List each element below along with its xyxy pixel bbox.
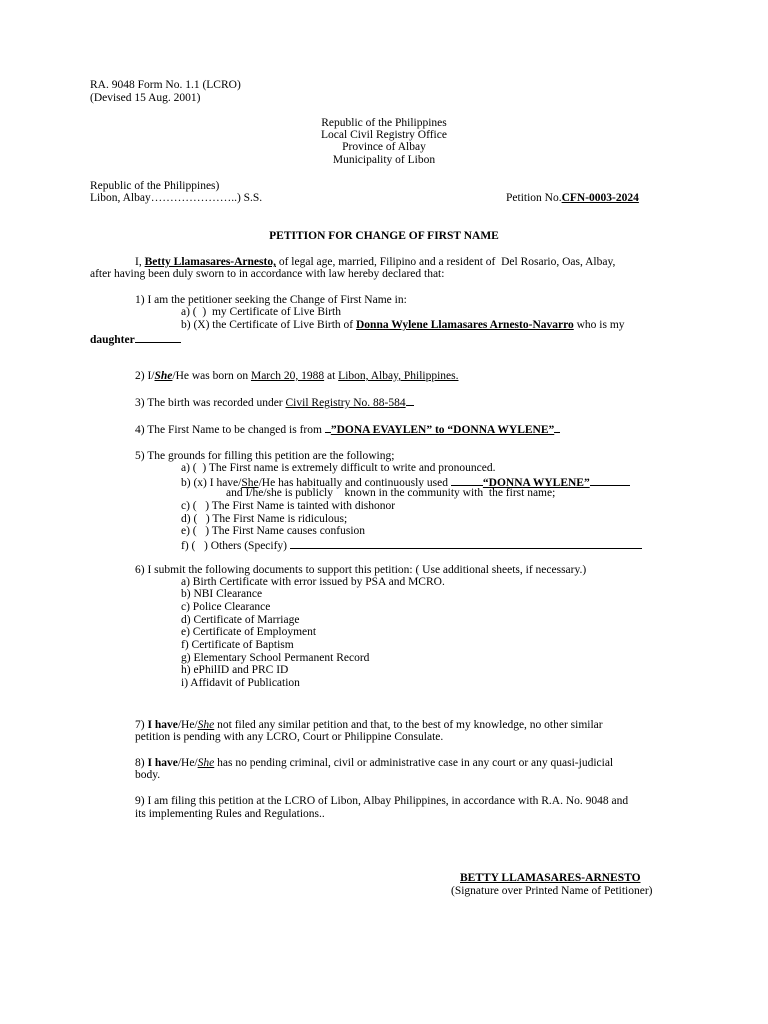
venue-republic: Republic of the Philippines) (90, 180, 220, 192)
form-number: RA. 9048 Form No. 1.1 (LCRO) (90, 79, 241, 91)
item-2-pre: 2) I/ (135, 370, 155, 382)
item-5b-line-2: and I/he/she is publicly known in the community with the first name; (226, 487, 556, 499)
petition-number-label: Petition No. (506, 192, 562, 204)
item-8-ihave: I have (147, 757, 178, 769)
used-name: “DONNA WYLENE” (482, 477, 590, 489)
document-item: f) Certificate of Baptism (181, 639, 294, 651)
item-5c: c) ( ) The First Name is tainted with dishonor (181, 500, 396, 512)
document-item: e) Certificate of Employment (181, 626, 317, 638)
registry-number: Civil Registry No. 88-584 (285, 397, 406, 409)
petitioner-name: Betty Llamasares-Arnesto, (144, 256, 276, 268)
page-title: PETITION FOR CHANGE OF FIRST NAME (269, 230, 499, 242)
signature-name: BETTY LLAMASARES-ARNESTO (460, 872, 641, 884)
birth-date: March 20, 1988 (250, 370, 325, 382)
item-9-line-2: its implementing Rules and Regulations.. (135, 808, 325, 820)
item-2-she: She (154, 370, 173, 382)
office-municipality: Municipality of Libon (332, 154, 436, 166)
item-1-relation-line (90, 332, 181, 347)
item-7-rest: not filed any similar petition and that, to the best of my knowledge, no other similar (214, 719, 603, 731)
item-5b-mid: /He has habitually and continuously used (258, 477, 451, 489)
item-7-she: She (197, 719, 215, 731)
item-5b-she: She (241, 477, 259, 489)
office-lcro: Local Civil Registry Office (321, 129, 447, 141)
item-4 (135, 422, 560, 437)
document-item: g) Elementary School Permanent Record (181, 652, 370, 664)
item-1b (181, 319, 625, 332)
intro-rest: of legal age, married, Filipino and a resident of Del Rosario, Oas, Albay, (275, 256, 616, 268)
item-5d: d) ( ) The First Name is ridiculous; (181, 513, 348, 525)
form-devised-date: (Devised 15 Aug. 2001) (90, 92, 201, 104)
child-name: Donna Wylene Llamasares Arnesto-Navarro (356, 319, 574, 331)
item-2-mid: /He was born on (172, 370, 251, 382)
petition-number-value: CFN-0003-2024 (561, 192, 639, 204)
item-2-at: at (324, 370, 339, 382)
birth-place: Libon, Albay, Philippines. (338, 370, 459, 382)
document-item: b) NBI Clearance (181, 588, 263, 600)
item-1b-post: who is my (573, 319, 625, 331)
item-1a: a) ( ) my Certificate of Live Birth (181, 306, 341, 318)
others-specify-line (290, 538, 642, 549)
venue-libon: Libon, Albay…………………..) S.S. (90, 192, 263, 204)
item-5f-label: f) ( ) Others (Specify) (181, 540, 290, 552)
item-8-line-2: body. (135, 769, 161, 781)
intro-line-2: after having been duly sworn to in accordance with law hereby declared that: (90, 268, 445, 280)
item-2 (135, 370, 459, 383)
item-8 (135, 757, 613, 770)
intro-i: I, (135, 256, 145, 268)
office-republic: Republic of the Philippines (321, 117, 447, 129)
document-item: d) Certificate of Marriage (181, 614, 300, 626)
item-8-she: She (197, 757, 215, 769)
document-item: h) ePhilID and PRC ID (181, 664, 289, 676)
item-7-ihave: I have (147, 719, 178, 731)
item-9: 9) I am filing this petition at the LCRO of Libon, Albay Philippines, in accordance with R.A. No. 9048 and (135, 795, 629, 807)
document-item: a) Birth Certificate with error issued by PSA and MCRO. (181, 576, 445, 588)
name-change: ”DONA EVAYLEN” to “DONNA WYLENE” (330, 424, 555, 436)
item-1b-pre: b) (X) the Certificate of Live Birth of (181, 319, 356, 331)
office-province: Province of Albay (342, 141, 426, 153)
item-8-he: /He/ (177, 757, 198, 769)
used-name-tail-line (590, 475, 630, 486)
item-8-rest: has no pending criminal, civil or administrative case in any court or any quasi-judicial (214, 757, 614, 769)
name-change-tail-line (554, 422, 560, 433)
petition-number (506, 192, 639, 205)
item-5: 5) The grounds for filling this petition are the following; (135, 450, 395, 462)
item-3 (135, 395, 414, 410)
item-7-he: /He/ (177, 719, 198, 731)
item-8-num: 8) (135, 757, 148, 769)
signature-caption: (Signature over Printed Name of Petitioner) (451, 885, 653, 897)
document-item: i) Affidavit of Publication (181, 677, 300, 689)
item-4-pre: 4) The First Name to be changed is from (135, 424, 325, 436)
item-7-num: 7) (135, 719, 148, 731)
relation: daughter (90, 334, 135, 346)
item-5b-pre: b) (x) I have/ (181, 477, 242, 489)
item-1: 1) I am the petitioner seeking the Change of First Name in: (135, 294, 407, 306)
item-6: 6) I submit the following documents to support this petition: ( Use additional sheets, if necessary.) (135, 564, 587, 576)
registry-blank-line (406, 395, 414, 406)
item-7-line-2: petition is pending with any LCRO, Court or Philippine Consulate. (135, 731, 444, 743)
item-5e: e) ( ) The First Name causes confusion (181, 525, 366, 537)
item-5a: a) ( ) The First name is extremely difficult to write and pronounced. (181, 462, 496, 474)
used-name-lead-line (451, 475, 483, 486)
relation-blank-line (135, 332, 181, 343)
document-item: c) Police Clearance (181, 601, 271, 613)
item-5f (181, 538, 642, 553)
item-3-pre: 3) The birth was recorded under (135, 397, 286, 409)
